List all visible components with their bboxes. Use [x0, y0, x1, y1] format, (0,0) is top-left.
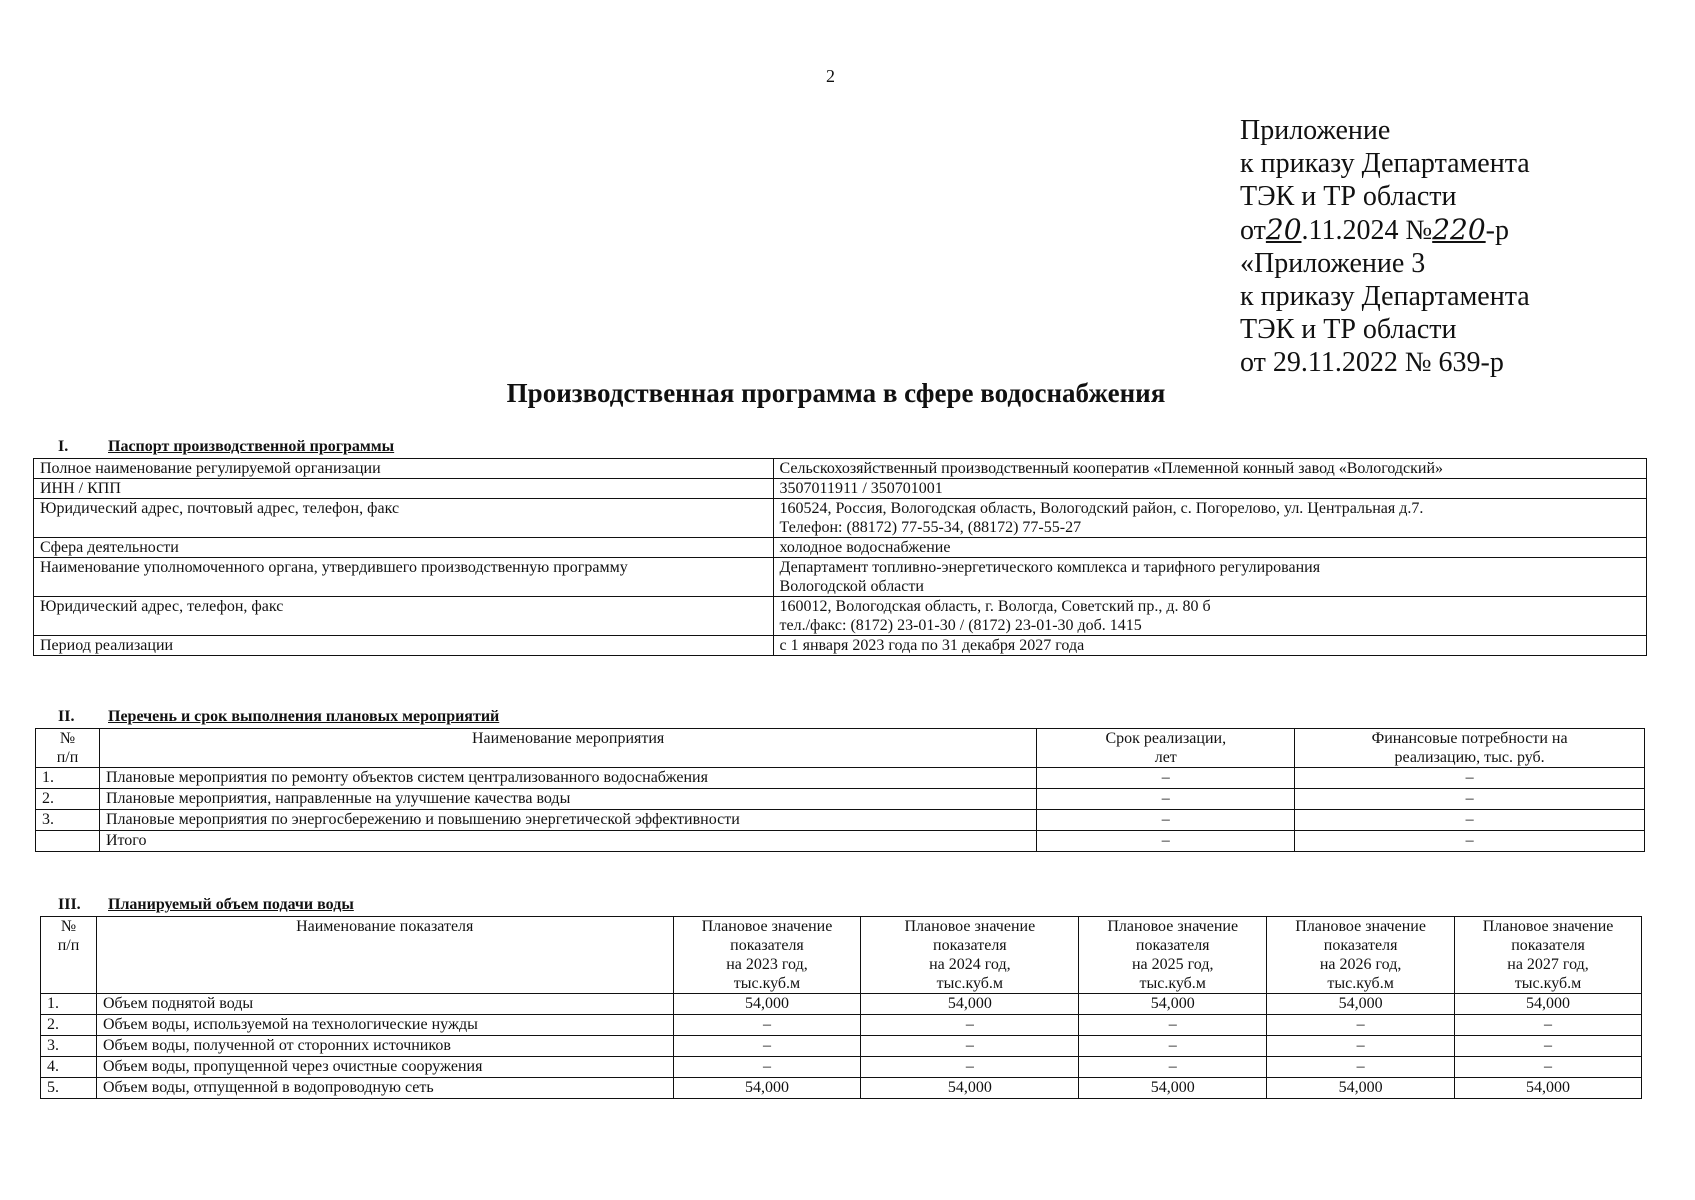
row-finance: –	[1295, 789, 1645, 810]
cell-line: тел./факс: (8172) 23-01-30 / (8172) 23-01-30 доб. 1415	[779, 617, 1142, 634]
row-num: 5.	[41, 1078, 97, 1099]
table-row	[34, 499, 1647, 538]
row-value: –	[1079, 1057, 1267, 1078]
table-cell: 3507011911 / 350701001	[773, 479, 1646, 499]
cell-line: 160012, Вологодская область, г. Вологда, Советский пр., д. 80 б	[779, 598, 1211, 615]
table-row	[41, 1057, 1642, 1078]
row-value: 54,000	[1455, 994, 1642, 1015]
table-row	[34, 538, 1647, 558]
table-row	[36, 789, 1645, 810]
row-num: 2.	[41, 1015, 97, 1036]
header-year-2023: Плановое значение показателя на 2023 год, тыс.куб.м	[673, 917, 861, 994]
table-cell: Полное наименование регулируемой организации	[34, 459, 774, 479]
table-row	[36, 831, 1645, 852]
header-year-2027: Плановое значение показателя на 2027 год, тыс.куб.м	[1455, 917, 1642, 994]
row-name: Плановые мероприятия по энергосбережению и повышению энергетической эффективности	[99, 810, 1036, 831]
appendix-line: к приказу Департамента	[1240, 281, 1530, 312]
table-cell: Сфера деятельности	[34, 538, 774, 558]
appendix-date-line	[1240, 213, 1530, 247]
section3-title: Планируемый объем подачи воды	[108, 896, 354, 913]
row-name: Плановые мероприятия по ремонту объектов систем централизованного водоснабжения	[99, 768, 1036, 789]
row-num: 1.	[36, 768, 100, 789]
row-name: Объем воды, полученной от сторонних источников	[96, 1036, 673, 1057]
row-value: –	[1079, 1036, 1267, 1057]
water-supply-table	[40, 916, 1642, 1099]
header-name: Наименование мероприятия	[99, 729, 1036, 768]
row-value: 54,000	[1267, 994, 1455, 1015]
appendix-line: «Приложение 3	[1240, 248, 1426, 279]
appendix-line: к приказу Департамента	[1240, 148, 1530, 179]
table-cell: Наименование уполномоченного органа, утвердившего производственную программу	[34, 558, 774, 597]
appendix-line: ТЭК и ТР области	[1240, 314, 1457, 345]
table-cell: с 1 января 2023 года по 31 декабря 2027 года	[773, 636, 1646, 656]
table-row	[34, 479, 1647, 499]
table-cell: Юридический адрес, почтовый адрес, телефон, факс	[34, 499, 774, 538]
date-prefix: от	[1240, 215, 1266, 246]
row-num: 3.	[36, 810, 100, 831]
handwritten-day: 20	[1265, 213, 1302, 246]
handwritten-order-number: 220	[1432, 213, 1486, 246]
row-name: Объем воды, отпущенной в водопроводную сеть	[96, 1078, 673, 1099]
section3-number: III.	[58, 896, 81, 913]
section1-heading	[58, 438, 394, 456]
table-header-row	[41, 917, 1642, 994]
row-value: –	[861, 1015, 1079, 1036]
section1-title: Паспорт производственной программы	[108, 438, 395, 455]
row-value: –	[1267, 1057, 1455, 1078]
header-name: Наименование показателя	[96, 917, 673, 994]
row-num: 3.	[41, 1036, 97, 1057]
page-number: 2	[826, 66, 835, 86]
header-year-2025: Плановое значение показателя на 2025 год, тыс.куб.м	[1079, 917, 1267, 994]
row-term: –	[1037, 810, 1295, 831]
row-term: –	[1037, 768, 1295, 789]
row-num: 4.	[41, 1057, 97, 1078]
appendix-block	[1240, 114, 1530, 379]
row-value: 54,000	[673, 994, 861, 1015]
row-name: Плановые мероприятия, направленные на улучшение качества воды	[99, 789, 1036, 810]
header-num: № п/п	[36, 729, 100, 768]
section3-heading	[58, 896, 354, 914]
order-suffix: -р	[1485, 215, 1509, 246]
row-num: 1.	[41, 994, 97, 1015]
row-finance: –	[1295, 810, 1645, 831]
row-value: –	[673, 1036, 861, 1057]
row-value: –	[1267, 1015, 1455, 1036]
table-row	[41, 1078, 1642, 1099]
table-row	[34, 558, 1647, 597]
section1-number: I.	[58, 438, 69, 455]
appendix-line: ТЭК и ТР области	[1240, 181, 1457, 212]
row-name: Объем воды, пропущенной через очистные сооружения	[96, 1057, 673, 1078]
table-cell: Сельскохозяйственный производственный кооператив «Племенной конный завод «Вологодский»	[773, 459, 1646, 479]
row-finance: –	[1295, 831, 1645, 852]
document-title: Производственная программа в сфере водоснабжения	[506, 378, 1166, 408]
table-cell: холодное водоснабжение	[773, 538, 1646, 558]
row-value: –	[1267, 1036, 1455, 1057]
row-term: –	[1037, 789, 1295, 810]
table-row	[41, 1036, 1642, 1057]
table-row	[34, 597, 1647, 636]
row-name: Итого	[99, 831, 1036, 852]
table-row	[41, 994, 1642, 1015]
row-value: –	[673, 1015, 861, 1036]
passport-table	[33, 458, 1647, 656]
table-row	[36, 768, 1645, 789]
row-finance: –	[1295, 768, 1645, 789]
appendix-line: от 29.11.2022 № 639-р	[1240, 347, 1504, 378]
date-rest: .11.2024 №	[1301, 215, 1433, 246]
header-finance: Финансовые потребности на реализацию, тыс. руб.	[1295, 729, 1645, 768]
row-value: 54,000	[1455, 1078, 1642, 1099]
row-num	[36, 831, 100, 852]
row-term: –	[1037, 831, 1295, 852]
table-cell	[773, 499, 1646, 538]
header-term: Срок реализации, лет	[1037, 729, 1295, 768]
row-value: 54,000	[861, 1078, 1079, 1099]
row-value: 54,000	[1079, 1078, 1267, 1099]
row-value: –	[1079, 1015, 1267, 1036]
activities-table	[35, 728, 1645, 852]
row-value: –	[673, 1057, 861, 1078]
row-num: 2.	[36, 789, 100, 810]
table-cell	[773, 558, 1646, 597]
table-cell: ИНН / КПП	[34, 479, 774, 499]
cell-line: Вологодской области	[779, 578, 924, 595]
row-name: Объем поднятой воды	[96, 994, 673, 1015]
row-value: 54,000	[1079, 994, 1267, 1015]
header-year-2024: Плановое значение показателя на 2024 год, тыс.куб.м	[861, 917, 1079, 994]
section2-number: II.	[58, 708, 75, 725]
row-value: 54,000	[861, 994, 1079, 1015]
header-num: № п/п	[41, 917, 97, 994]
row-value: –	[861, 1036, 1079, 1057]
table-header-row	[36, 729, 1645, 768]
header-year-2026: Плановое значение показателя на 2026 год, тыс.куб.м	[1267, 917, 1455, 994]
row-value: –	[1455, 1015, 1642, 1036]
table-row	[36, 810, 1645, 831]
table-cell: Период реализации	[34, 636, 774, 656]
row-name: Объем воды, используемой на технологические нужды	[96, 1015, 673, 1036]
appendix-line: Приложение	[1240, 115, 1391, 146]
table-cell	[773, 597, 1646, 636]
row-value: –	[1455, 1036, 1642, 1057]
row-value: 54,000	[673, 1078, 861, 1099]
cell-line: Телефон: (88172) 77-55-34, (88172) 77-55-27	[779, 519, 1082, 536]
cell-line: 160524, Россия, Вологодская область, Вологодский район, с. Погорелово, ул. Центральная д.7.	[779, 500, 1424, 517]
table-row	[34, 459, 1647, 479]
row-value: –	[861, 1057, 1079, 1078]
cell-line: Департамент топливно-энергетического комплекса и тарифного регулирования	[779, 559, 1321, 576]
section2-title: Перечень и срок выполнения плановых мероприятий	[108, 708, 500, 725]
row-value: –	[1455, 1057, 1642, 1078]
section2-heading	[58, 708, 499, 726]
row-value: 54,000	[1267, 1078, 1455, 1099]
table-cell: Юридический адрес, телефон, факс	[34, 597, 774, 636]
table-row	[34, 636, 1647, 656]
table-row	[41, 1015, 1642, 1036]
